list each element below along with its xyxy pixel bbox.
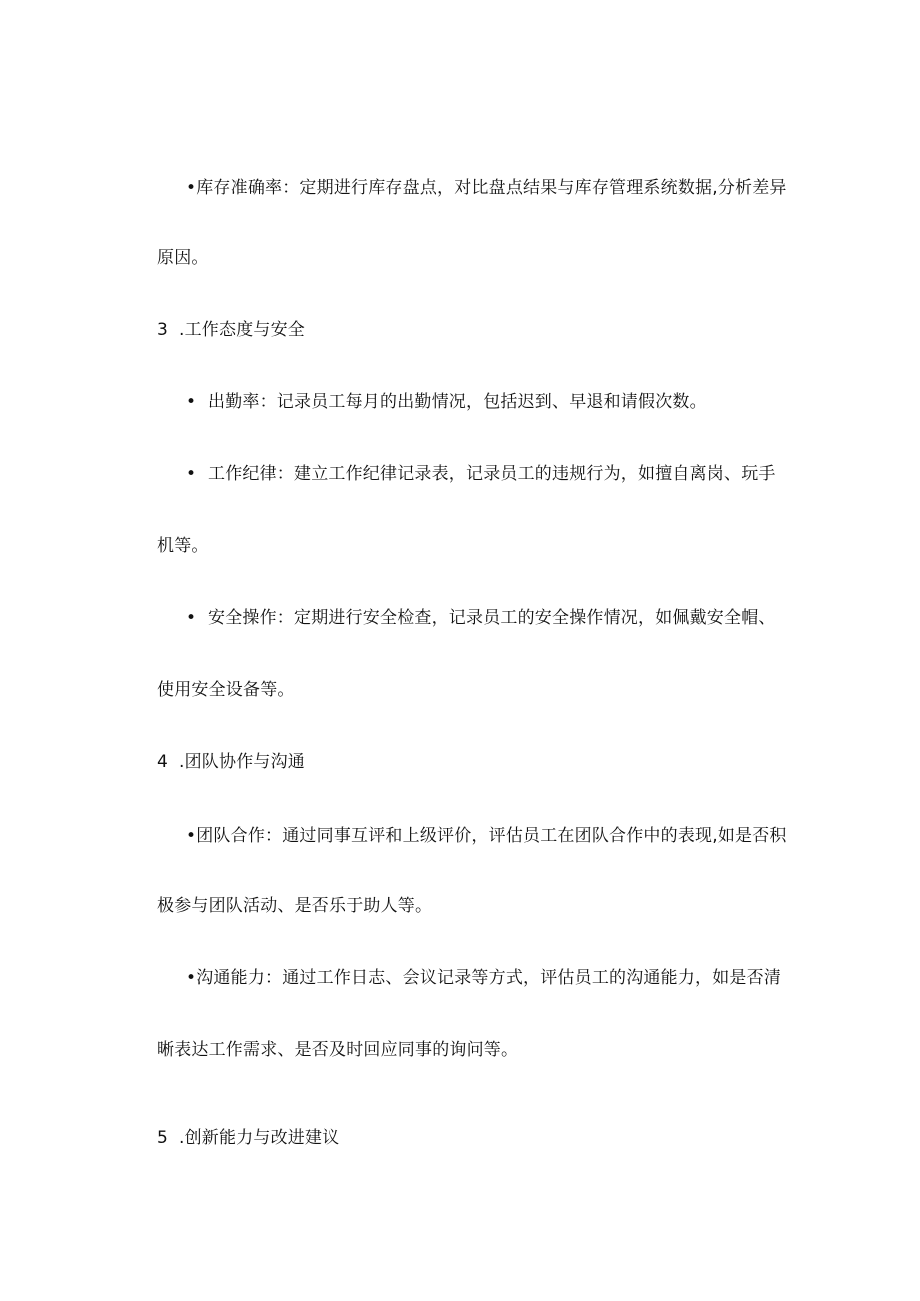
- bullet-safety-operation-continued: 使用安全设备等。: [157, 680, 295, 700]
- bullet-text: 出勤率：记录员工每月的出勤情况，包括迟到、早退和请假次数。: [208, 392, 707, 412]
- bullet-dot: •: [186, 464, 197, 484]
- bullet-teamwork-continued: 极参与团队活动、是否乐于助人等。: [157, 896, 433, 916]
- bullet-inventory-accuracy: •库存准确率：定期进行库存盘点，对比盘点结果与库存管理系统数据,分析差异: [186, 178, 787, 198]
- bullet-work-discipline-continued: 机等。: [157, 536, 209, 556]
- section-number: 3: [157, 320, 169, 340]
- section-heading-4: [157, 750, 305, 774]
- bullet-communication: •沟通能力：通过工作日志、会议记录等方式，评估员工的沟通能力，如是否清: [186, 968, 782, 988]
- bullet-work-discipline: [186, 462, 776, 486]
- section-number: 5: [157, 1128, 169, 1148]
- bullet-inventory-accuracy-continued: 原因。: [157, 248, 209, 268]
- section-heading-5: [157, 1126, 339, 1150]
- section-heading-3: [157, 318, 305, 342]
- section-title: .团队协作与沟通: [179, 752, 306, 772]
- section-title: .创新能力与改进建议: [179, 1128, 340, 1148]
- bullet-text: 工作纪律：建立工作纪律记录表，记录员工的违规行为，如擅自离岗、玩手: [208, 464, 776, 484]
- bullet-communication-continued: 晰表达工作需求、是否及时回应同事的询问等。: [157, 1040, 519, 1060]
- bullet-text: 安全操作：定期进行安全检查，记录员工的安全操作情况，如佩戴安全帽、: [208, 608, 776, 628]
- bullet-attendance: [186, 390, 707, 414]
- bullet-teamwork: •团队合作：通过同事互评和上级评价，评估员工在团队合作中的表现,如是否积: [186, 826, 787, 846]
- bullet-dot: •: [186, 608, 197, 628]
- section-title: .工作态度与安全: [179, 320, 306, 340]
- bullet-safety-operation: [186, 606, 776, 630]
- bullet-dot: •: [186, 392, 197, 412]
- section-number: 4: [157, 752, 169, 772]
